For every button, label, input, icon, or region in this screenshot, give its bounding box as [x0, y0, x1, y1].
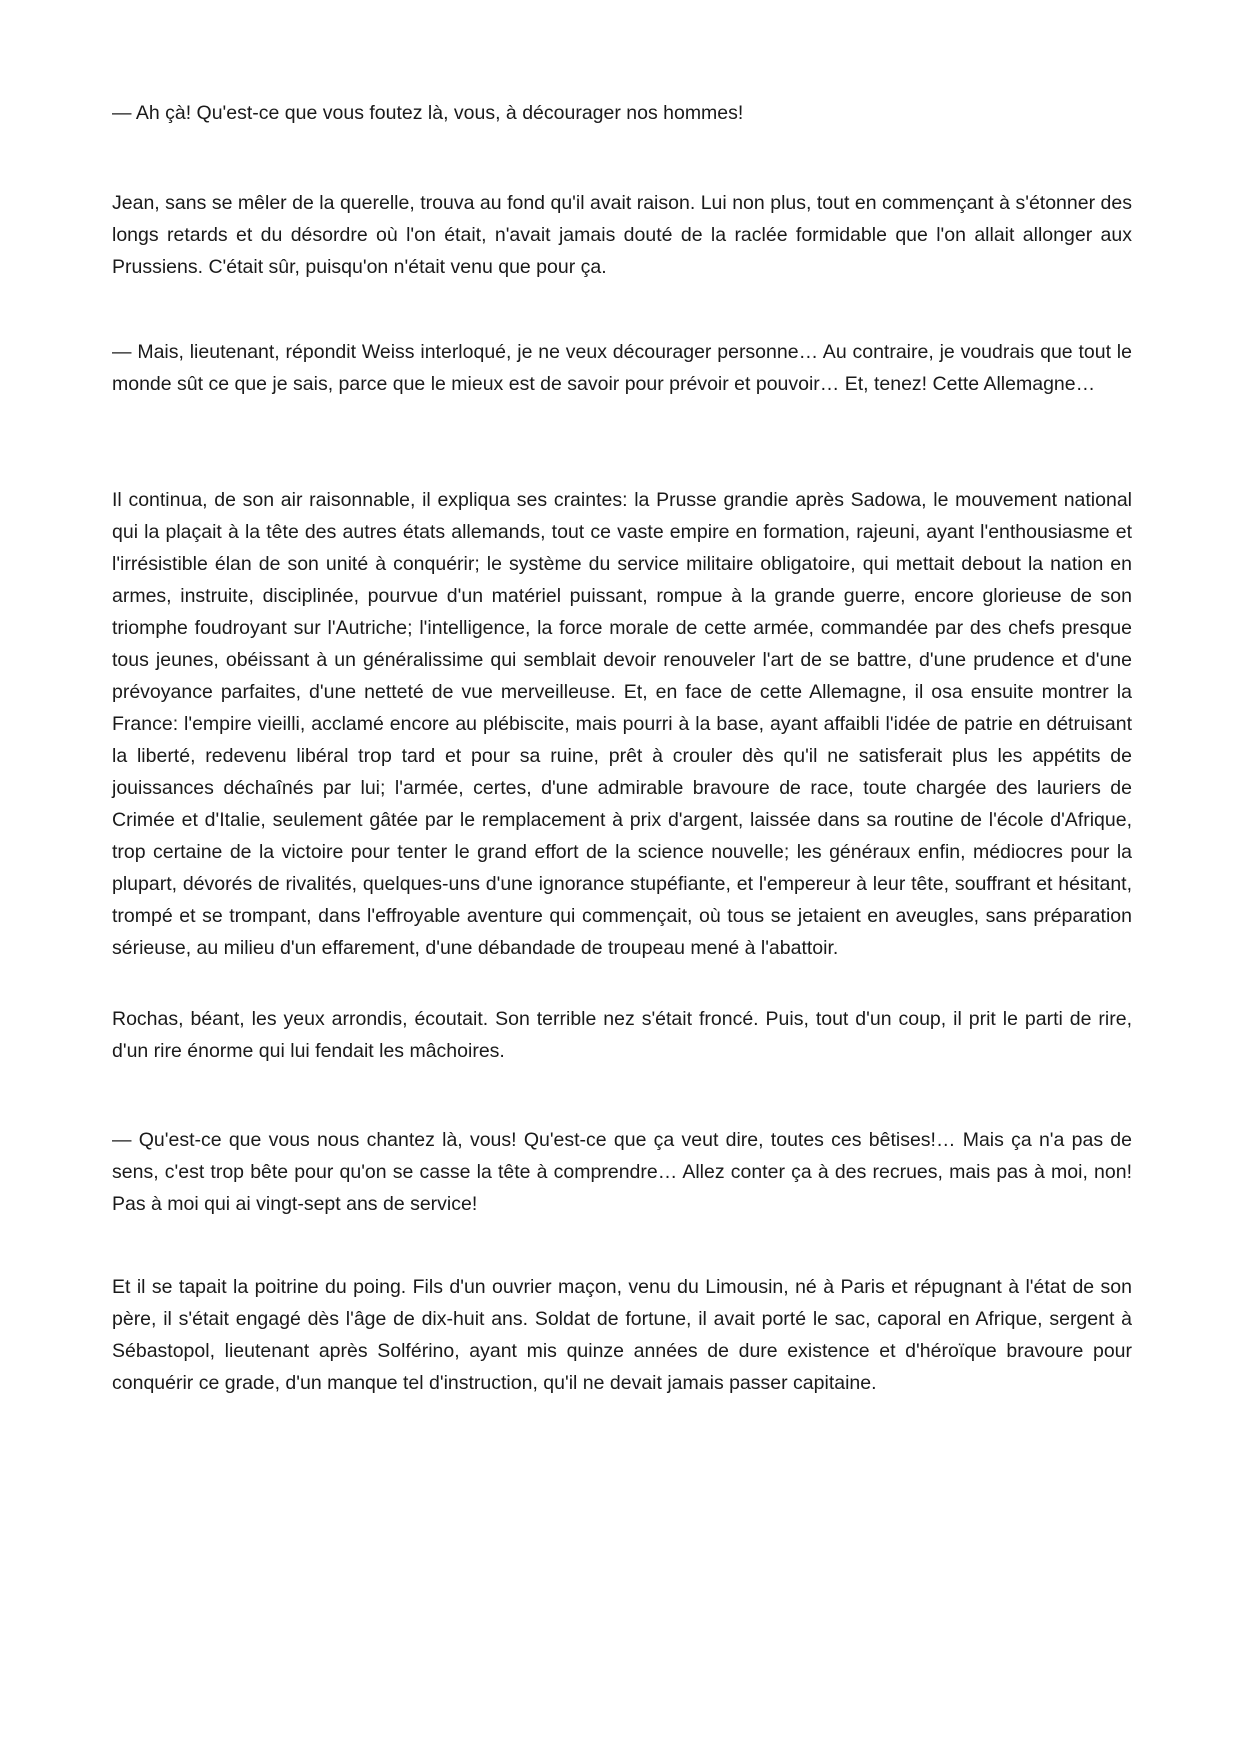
paragraph-rochas-biographie: Et il se tapait la poitrine du poing. Fils d'un ouvrier maçon, venu du Limousin, né à Paris et répugnant à l'état de son père, il s'était engagé dès l'âge de dix-huit ans. Soldat de fortune, il avait porté le sac, caporal en Afrique, sergent à Sébastopol, lieutenant après Solférino, ayant mis quinze années de dure existence et d'héroïque bravoure pour conquérir ce grade, d'un manque tel d'instruction, qu'il ne devait jamais passer capitaine.	[112, 1276, 1132, 1394]
paragraph-dialogue-rochas: — Qu'est-ce que vous nous chantez là, vous! Qu'est-ce que ça veut dire, toutes ces bêtises!… Mais ça n'a pas de sens, c'est trop bête pour qu'on se casse la tête à comprendre… Allez conter ça à des recrues, mais pas à moi, non! Pas à moi qui ai vingt-sept ans de service!	[112, 1129, 1132, 1215]
paragraph-rochas-rire: Rochas, béant, les yeux arrondis, écoutait. Son terrible nez s'était froncé. Puis, tout d'un coup, il prit le parti de rire, d'un rire énorme qui lui fendait les mâchoires.	[112, 1008, 1132, 1062]
paragraph-jean-querelle: Jean, sans se mêler de la querelle, trouva au fond qu'il avait raison. Lui non plus, tout en commençant à s'étonner des longs retards et du désordre où l'on était, n'avait jamais douté de la raclée formidable que l'on allait allonger aux Prussiens. C'était sûr, puisqu'on n'était venu que pour ça.	[112, 192, 1132, 278]
paragraph-weiss-explication: Il continua, de son air raisonnable, il expliqua ses craintes: la Prusse grandie après Sadowa, le mouvement national qui la plaçait à la tête des autres états allemands, tout ce vaste empire en formation, rajeuni, ayant l'enthousiasme et l'irrésistible élan de son unité à conquérir; le système du service militaire obligatoire, qui mettait debout la nation en armes, instruite, disciplinée, pourvue d'un matériel puissant, rompue à la grande guerre, encore glorieuse de son triomphe foudroyant sur l'Autriche; l'intelligence, la force morale de cette armée, commandée par des chefs presque tous jeunes, obéissant à un généralissime qui semblait devoir renouveler l'art de se battre, d'une prudence et d'une prévoyance parfaites, d'une netteté de vue merveilleuse. Et, en face de cette Allemagne, il osa ensuite montrer la France: l'empire vieilli, acclamé encore au plébiscite, mais pourri à la base, ayant affaibli l'idée de patrie en détruisant la liberté, redevenu libéral trop tard et pour sa ruine, prêt à crouler dès qu'il ne satisferait plus les appétits de jouissances déchaînés par lui; l'armée, certes, d'une admirable bravoure de race, toute chargée des lauriers de Crimée et d'Italie, seulement gâtée par le remplacement à prix d'argent, laissée dans sa routine de l'école d'Afrique, trop certaine de la victoire pour tenter le grand effort de la science nouvelle; les généraux enfin, médiocres pour la plupart, dévorés de rivalités, quelques-uns d'une ignorance stupéfiante, et l'empereur à leur tête, souffrant et hésitant, trompé et se trompant, dans l'effroyable aventure qui commençait, où tous se jetaient en aveugles, sans préparation sérieuse, au milieu d'un effarement, d'une débandade de troupeau mené à l'abattoir.	[112, 489, 1132, 959]
paragraph-dialogue-ah-ca: — Ah çà! Qu'est-ce que vous foutez là, vous, à décourager nos hommes!	[112, 102, 744, 124]
paragraph-dialogue-weiss: — Mais, lieutenant, répondit Weiss interloqué, je ne veux décourager personne… Au contraire, je voudrais que tout le monde sût ce que je sais, parce que le mieux est de savoir pour prévoir et pouvoir… Et, tenez! Cette Allemagne…	[112, 341, 1132, 395]
